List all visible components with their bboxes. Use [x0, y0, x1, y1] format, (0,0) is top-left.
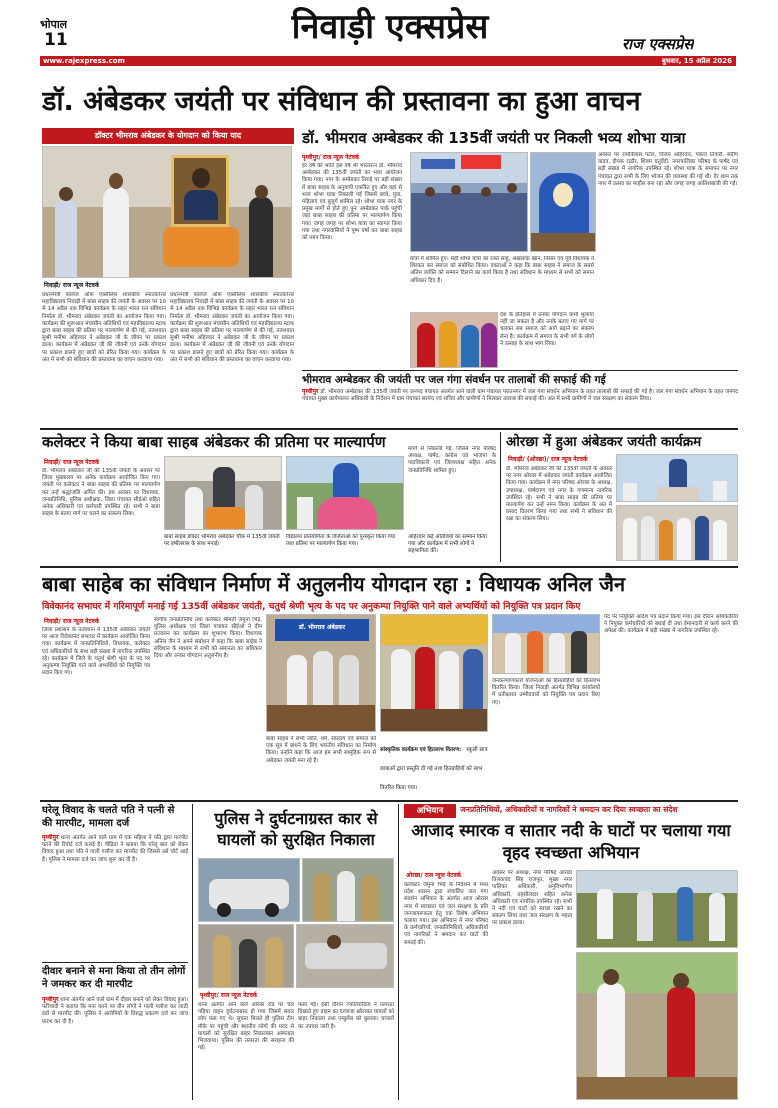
orchha-body: डॉ. भीमराव अंबेडकर जी की 135वीं जयंती के अवसर पर नगर ओरछा में अंबेडकर जयंती कार्यक्रम आयोजित किया गया। कार्यक्रम में नगर परिषद ओरछा के अध्यक्ष, उपाध्यक्ष, पार्षदगण एवं नगर के गणमान्य नागरिक उपस्थित रहे। सभी ने बाबा साहब की प्रतिमा पर माल्यार्पण कर उन्हें नमन किया। कार्यक्रम के अंत में प्रसाद वितरण किया गया तथा सभी ने संविधान की रक्षा का संकल्प लिया। — [506, 466, 612, 523]
lead-body-2: प्रधानमंत्री कॉलेज ऑफ एक्सीलेंस शासकीय स्नातकोत्तर महाविद्यालय निवाड़ी में बाबा साहब की जयंती के अवसर पर 10 से 14 अप्रैल तक विभिन्न कार्यक्रम के तहत भारत रत्न संविधान निर्माता डॉ. भीमराव अंबेडकर जयंती का आयोजन किया गया। कार्यक्रम की शुरूआत मंचासीन अतिथियों एवं महाविद्यालय स्टाफ द्वारा बाबा साहब की प्रतिमा पर माल्यार्पण से की गई, तत्पश्चात सुश्री मनीषा अहिरवार ने अंबेडकर जी के जीवन पर प्रकाश डाला। कार्यक्रम में अंबेडकर जी की जीवनी एवं उनके योगदान पर प्रकाश डालते हुए छात्रों को प्रेरित किया गया। कार्यक्रम के अंत में सभी को संविधान की प्रस्तावना का वाचन करवाया गया। — [170, 292, 294, 363]
orchha-rule — [500, 432, 501, 562]
mla-col3: बाबा साहब ने सभी जाति, धर्म, संप्रदाय एवं समाज को एक सूत्र में बांधने के लिए भारतीय संविधान का निर्माण किया। उन्होंने कहा कि आज हम सभी सामूहिक रूप से अंबेडकर जयंती मना रहे हैं। — [266, 736, 376, 764]
mla-col2: स्वर्गीय जनप्रतिनिधि तथा कलेक्टर श्रीमती जमुना भिड़े, पुलिस अधीक्षक एवं जिला पंचायत सीईओ ने दीप प्रज्वलन कर कार्यक्रम का शुभारंभ किया। विधायक अनिल जैन ने अपने संबोधन में कहा कि बाबा साहेब ने संविधान के माध्यम से सभी को समानता का अधिकार दिया और उनका योगदान अतुलनीय है। — [154, 617, 262, 660]
orchha-photo-statue — [616, 454, 738, 502]
abhiyan-photo-1 — [576, 870, 738, 948]
mla-photo-caption-title: सांस्कृतिक कार्यक्रम एवं हितलाभ वितरण: — [380, 747, 462, 753]
orchha-byline: निवाड़ी/ (ओरछा)/ राज न्यूज नेटवर्क — [508, 456, 588, 463]
section-divider-3 — [40, 800, 738, 802]
wall-rule — [42, 962, 188, 963]
mla-byline: निवाड़ी/ राज न्यूज नेटवर्क — [44, 618, 100, 625]
rally-body: हर वर्ष की भांति इस वर्ष भी भारतरत्न डॉ. भीमराव अम्बेडकर की 135वीं जयंती का भव्य आयोजन किया गया। नगर के अम्बेडकर तिराहे पर बड़ी संख्या में बाबा साहब के अनुयायी एकत्रित हुए और यहां से भव्य शोभा यात्रा निकाली गई जिसमें बच्चे, युवा, महिलाएं एवं बुजुर्ग शामिल रहे। शोभा यात्रा नगर के प्रमुख मार्गों से होते हुए पुनः अम्बेडकर पार्क पहुंची जहां बाबा साहब की प्रतिमा पर माल्यार्पण किया गया। जगह जगह पर शोभा यात्रा का स्वागत किया गया तथा नगरवासियों ने पुष्प वर्षा कर बाबा साहब को नमन किया। — [302, 163, 402, 242]
rally-photo-chariot — [530, 152, 596, 252]
abhiyan-body-2: अवसर पर अध्यक्ष, नगर परिषद ओरछा तिलकचंद सिंह राजपूत, मुख्य नगर पालिका अधिकारी, अनुविभागीय अधिकारी, तहसीलदार सहित अनेक अधिकारी एवं नागरिक उपस्थित रहे। सभी ने नदी एवं घाटों को स्वच्छ रखने का संकल्प लिया तथा जल संरक्षण के महत्व पर प्रकाश डाला। — [492, 870, 572, 927]
collector-caption-2: विद्यालय प्रतियोगिता के विजेताओं को पुरस्कृत किया गया तथा प्रतिमा पर माल्यार्पण किया गया। — [286, 534, 396, 547]
collector-caption-3: अहिरवार कई अतिथियों का सम्मान किया गया और कार्यक्रम में सभी लोगों ने सहभागिता की। — [408, 534, 487, 554]
mla-photo-stage-2 — [380, 614, 488, 732]
police-photo-3 — [296, 924, 394, 988]
rally-headline: डॉ. भीमराव अम्बेडकर की 135वीं जयंती पर निकली भव्य शोभा यात्रा — [302, 129, 686, 147]
issue-date: बुधवार, 15 अप्रैल 2026 — [661, 57, 732, 65]
police-byline: पृथ्वीपुर/ राज न्यूज नेटवर्क — [200, 992, 258, 999]
collector-body-2: मार्गों से निकाली गई, जिसमें नगर परिषद अध्यक्ष, पार्षद, कांग्रेस एवं भाजपा के पदाधिकारी एवं जिलाध्यक्ष सहित अनेक जनप्रतिनिधि शामिल हुए। — [408, 446, 496, 474]
abhiyan-tag-text: अभियान — [416, 806, 444, 816]
mla-col1: जिला प्रशासन के तत्वाधान में 135वीं अंबेडकर जयंती पर आज विवेकानंद सभाघर में कार्यक्रम आयोजित किया गया। कार्यक्रम में जनप्रतिनिधियों, विधायक, कलेक्टर एवं अधिकारियों के साथ बड़ी संख्या में नागरिक उपस्थित रहे। कार्यक्रम में जिले के चतुर्थ श्रेणी भृत्य के पद पर अनुकम्पा नियुक्ति पाने वाले अभ्यर्थियों को नियुक्ति पत्र प्रदान किए गए। — [42, 627, 150, 677]
mla-photo-caption-text: स्कूली छात्र छात्राओं द्वारा प्रस्तुति दी गई तथा हितग्राहियों को लाभ वितरित किया गया। — [380, 747, 488, 791]
rally-body-2: यात्रा में शामिल हुए। सही शोभा यात्रा का रास्ते साहू, अखलाक खान, निसार एवं पूर्व विधायक ने शिरकत कर समाज को संबोधित किया। वक्ताओं ने कहा कि बाबा साहब ने समाज के सबसे अंतिम व्यक्ति को सम्मान दिलाने का कार्य किया है तथा संविधान के माध्यम से सभी को समान अधिकार दिए हैं। — [410, 256, 594, 284]
lead-body: प्रधानमंत्री कॉलेज ऑफ एक्सीलेंस शासकीय स्नातकोत्तर महाविद्यालय निवाड़ी में बाबा साहब की जयंती के अवसर पर 10 से 14 अप्रैल तक विभिन्न कार्यक्रम के तहत भारत रत्न संविधान निर्माता डॉ. भीमराव अंबेडकर जयंती का आयोजन किया गया। कार्यक्रम की शुरूआत मंचासीन अतिथियों एवं महाविद्यालय स्टाफ द्वारा बाबा साहब की प्रतिमा पर माल्यार्पण से की गई, तत्पश्चात सुश्री मनीषा अहिरवार ने अंबेडकर जी के जीवन पर प्रकाश डाला। कार्यक्रम में अंबेडकर जी की जीवनी एवं उनके योगदान पर प्रकाश डालते हुए छात्रों को प्रेरित किया गया। कार्यक्रम के अंत में सभी को संविधान की प्रस्तावना का वाचन करवाया गया। — [42, 292, 166, 363]
mla-col5: पद पर नियुक्ति आदेश पत्र प्रदान किया गया। इस दौरान अधिकारियों ने नियुक्त कर्मचारियों को बधाई दी तथा ईमानदारी से कार्य करने की अपेक्षा की। कार्यक्रम में बड़ी संख्या में नागरिक उपस्थित रहे। — [604, 614, 738, 635]
red-band — [40, 56, 736, 66]
abhiyan-byline: ओरछा/ राज न्यूज नेटवर्क — [406, 872, 462, 879]
domestic-headline: घरेलू विवाद के चलते पति ने पत्नी से की मारपीट, मामला दर्ज — [42, 805, 175, 829]
abhiyan-photo-2 — [576, 952, 738, 1100]
rally-body-4: अवसर पर रामविलास पटेल, विजय अहिरवार, पंकज तिवारी, संदीप यादव, दीपक राठौर, शिवम चतुर्वेदी, नगरपालिका परिषद के पार्षद एवं बड़ी संख्या में नागरिक उपस्थित रहे। शोभा यात्रा के समापन पर नगर पंचायत द्वारा सभी के लिए भोजन की व्यवस्था की गई थी। देर शाम तक नगर में उत्सव का माहौल बना रहा और जगह जगह आतिशबाजी की गई। — [598, 152, 738, 187]
wall-body — [42, 996, 188, 1100]
police-body: थाना अंतर्गत आने वाले ओरछा रोड पर चार पहिया वाहन दुर्घटनाग्रस्त हो गया जिसमें सवार लोग फंस गए थे। सूचना मिलते ही पुलिस टीम मौके पर पहुंची और स्थानीय लोगों की मदद से घायलों को सुरक्षित बाहर निकालकर अस्पताल भिजवाया। पुलिस की तत्परता की सराहना की गई। — [198, 1002, 294, 1052]
rally-body-3: देश के इतिहास में उनका योगदान कभी भुलाया नहीं जा सकता है और उनके बताए गए मार्ग पर चलकर सब समाज को आगे बढ़ाने का संकल्प लेना है। कार्यक्रम में समाज के सभी वर्ग के लोगों ने उत्साह के साथ भाग लिया। — [500, 312, 594, 347]
page-number: 11 — [44, 30, 68, 50]
collector-photo-1 — [164, 456, 282, 530]
section-divider-2 — [40, 566, 738, 568]
domestic-body-text: थाना अंतर्गत आने वाले ग्राम में एक महिला ने पति द्वारा मारपीट करने की रिपोर्ट दर्ज कराई है। पीड़िता ने बताया कि घरेलू बात को लेकर विवाद हुआ तथा पति ने गाली गलौज कर मारपीट की जिससे उसे चोटें आई हैं। पुलिस ने मामला दर्ज कर जांच शुरू कर दी है। — [42, 835, 188, 863]
collector-photo-2 — [286, 456, 404, 530]
police-photo-scene — [302, 858, 394, 922]
lead-photo — [42, 146, 292, 278]
mla-photo-caption — [380, 736, 488, 796]
orchha-photo-group — [616, 505, 738, 561]
section-divider-1 — [40, 428, 738, 430]
domestic-byline: पृथ्वीपुर — [42, 834, 59, 841]
pond-byline: पृथ्वीपुर — [302, 388, 319, 395]
abhiyan-headline: आजाद स्मारक व सातार नदी के घाटों पर चलाया गया वृहद स्वच्छता अभियान — [411, 821, 731, 862]
mla-col4: जनकल्याणकारी योजनाओं का हितग्राहियों को हितलाभ वितरित किया। जिला निवाड़ी अंतर्गत विभिन्न कार्यालयों में प्रतीक्षारत उम्मीदवारों को नियुक्ति पत्र प्रदान किए गए। — [492, 678, 600, 706]
lead-photo-byline: निवाड़ी/ राज न्यूज नेटवर्क — [44, 282, 100, 289]
wall-headline: दीवार बनाने से मना किया तो तीन लोगों ने जमकर कर दी मारपीट — [42, 966, 186, 990]
abhiyan-body: कलेक्टर जमुना भिड़े के निर्देशन में मध्य प्रदेश शासन द्वारा संचालित जल गंगा संवर्धन अभियान के अंतर्गत आज ओरछा नगर में स्वच्छता एवं जल संरक्षण के प्रति जनजागरूकता हेतु एक विशेष अभियान चलाया गया। इस अभियान में नगर परिषद के कर्मचारियों, जनप्रतिनिधियों, अधिकारियों एवं नागरिकों ने श्रमदान कर घाटों की सफाई की। — [404, 882, 488, 946]
collector-byline: निवाड़ी/ राज न्यूज नेटवर्क — [44, 459, 100, 466]
collector-body: डॉ. भीमराव अंबेडकर जी की 135वीं जयंती के अवसर पर जिला मुख्यालय पर अनेक कार्यक्रम आयोजित किए गए। जयंती पर कलेक्टर ने बाबा साहब की प्रतिमा पर माल्यार्पण कर उन्हें श्रद्धांजलि अर्पित की। इस अवसर पर विधायक, जनप्रतिनिधि, पुलिस अधीक्षक, जिला पंचायत सीईओ सहित अनेक अधिकारी एवं कर्मचारी उपस्थित रहे। सभी ने बाबा साहब के बताए मार्ग पर चलने का संकल्प लिया। — [42, 468, 160, 518]
rally-photo-crowd — [410, 152, 528, 252]
mla-photo-right — [492, 614, 600, 674]
orchha-headline: ओरछा में हुआ अंबेडकर जयंती कार्यक्रम — [506, 434, 702, 450]
lead-headline: डॉ. अंबेडकर जयंती पर संविधान की प्रस्तावना का हुआ वाचन — [42, 86, 641, 117]
abhiyan-kicker: जनप्रतिनिधियों, अधिकारियों व नागरिकों ने श्रमदान कर दिया स्वच्छता का संदेश — [460, 805, 678, 814]
pond-headline: भीमराव अम्बेडकर की जयंती पर जल गंगा संवर्धन पर तालाबों की सफाई की गई — [302, 374, 606, 386]
domestic-body — [42, 834, 188, 960]
police-headline: पुलिस ने दुर्घटनाग्रस्त कार से घायलों को सुरक्षित निकाला — [214, 809, 378, 849]
abhiyan-tag — [404, 804, 456, 818]
mla-subhead: विवेकानंद सभाघर में गरिमापूर्ण मनाई गई 135वीं अंबेडकर जयंती, चतुर्थ श्रेणी भृत्य के पद पर अनुकम्पा नियुक्ति पाने वाले अभ्यर्थियों को नियुक्ति पत्र प्रदान किए — [42, 601, 581, 612]
mla-photo-stage — [266, 614, 376, 732]
pond-body-text: डॉ. भीमराव अम्बेडकर की 135वीं जयंती पर जनपद पंचायत अंतर्गत आने वाली ग्राम पंचायत परातनगर में जल गंगा संवर्धन अभियान के तहत तालाबों की सफाई की गई है। जल गंगा संवर्धन अभियान के तहत जनपद पंचायत मुख्य कार्यपालन अधिकारी के निर्देशन में ग्राम पंचायत सरपंच एवं सचिव और ग्रामीणों ने मिलकर तालाब की सफाई की। अंत में सभी ग्रामीणों ने जल संरक्षण का संकल्प लिया। — [302, 389, 738, 403]
masthead — [0, 0, 778, 66]
collector-caption-1: बाबा साहब डॉक्टर भीमराव अंबेडकर चौक में 135वीं जयंती पर हर्षोल्लास के साथ मनाई। — [164, 534, 280, 547]
police-rule — [192, 804, 193, 1100]
city-label: भोपाल — [40, 18, 68, 31]
lead-kicker-text: डॉक्टर भीमराव अंबेडकर के योगदान को किया याद — [94, 131, 242, 140]
police-photo-car — [198, 858, 300, 922]
masthead-title: निवाड़ी एक्सप्रेस — [291, 7, 489, 47]
mla-banner-text: डॉ. भीमराव अंबेडकर — [298, 624, 346, 631]
collector-headline: कलेक्टर ने किया बाबा साहब अंबेडकर की प्रतिमा पर माल्यार्पण — [42, 433, 386, 451]
portrait-frame — [171, 155, 229, 227]
abhiyan-rule — [398, 804, 399, 1100]
pond-body — [302, 388, 738, 424]
police-body-2: फंसा गई। इसी दौरान ज्योतिरादित्य ने तत्परता दिखाते हुए वाहन का दरवाजा खोलकर घायलों को बाहर निकाला तथा एम्बुलेंस को बुलाया। घायलों का उपचार जारी है। — [298, 1002, 394, 1030]
lead-kicker — [42, 128, 294, 144]
brand-logo: राज एक्सप्रेस — [622, 35, 694, 53]
website-link[interactable]: www.rajexpress.com — [43, 57, 125, 65]
pond-rule — [302, 370, 738, 371]
mla-headline: बाबा साहेब का संविधान निर्माण में अतुलनीय योगदान रहा : विधायक अनिल जैन — [42, 572, 626, 596]
wall-byline: पृथ्वीपुर — [42, 996, 59, 1003]
rally-photo-women — [410, 312, 498, 368]
police-photo-2 — [198, 924, 294, 988]
wall-body-text: थाना अंतर्गत आने वाले ग्राम में दीवार बनाने को लेकर विवाद हुआ। फरियादी ने बताया कि मना करने पर तीन लोगों ने गाली गलौज कर लाठी डंडों से मारपीट की। पुलिस ने आरोपियों के विरुद्ध प्रकरण दर्ज कर जांच प्रारंभ कर दी है। — [42, 997, 188, 1025]
rally-byline: पृथ्वीपुर/ राज न्यूज नेटवर्क — [302, 154, 360, 161]
